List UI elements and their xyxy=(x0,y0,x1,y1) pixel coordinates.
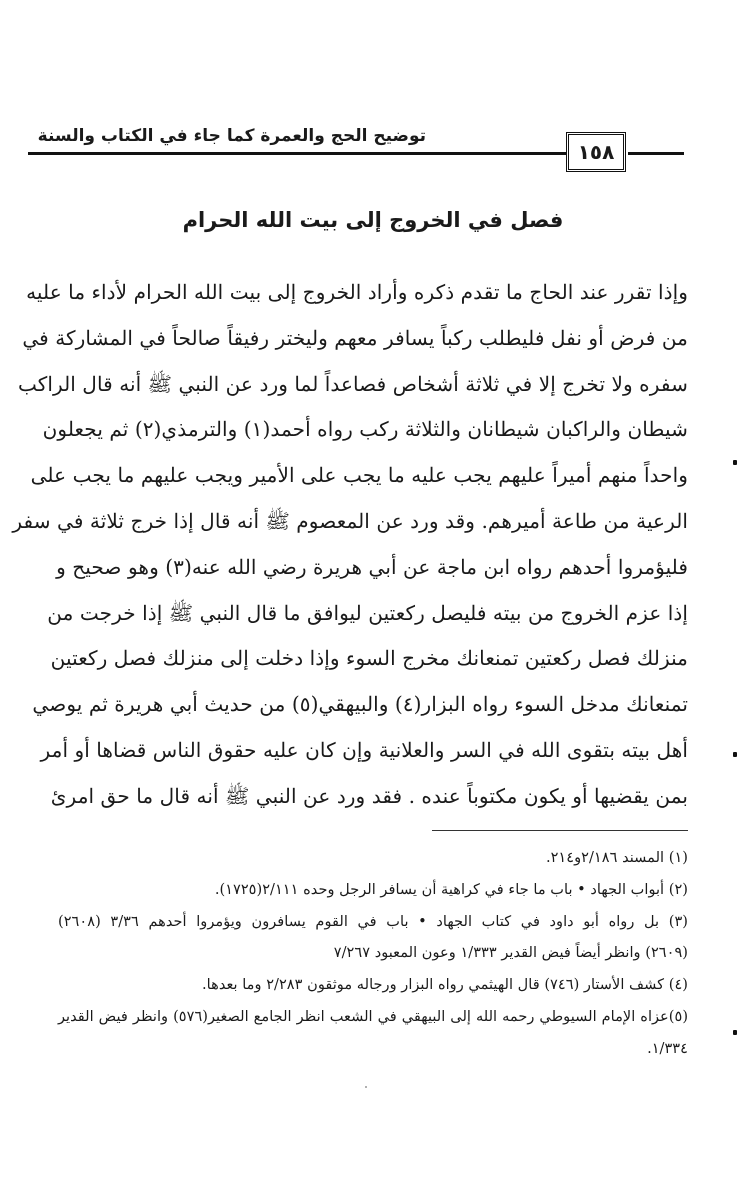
footnote: (١) المسند ٢/١٨٦و٢١٤. xyxy=(545,849,688,866)
body-line: إذا عزم الخروج من بيته فليصل ركعتين ليوافق ما قال النبي ﷺ إذا خرجت من xyxy=(47,600,688,625)
body-line: الرعية من طاعة أميرهم. وقد ورد عن المعصوم ﷺ أنه قال إذا خرج ثلاثة في سفر xyxy=(12,508,688,533)
footnote: (٥)عزاه الإمام السيوطي رحمه الله إلى البيهقي في الشعب انظر الجامع الصغير(٥٧٦) وانظر فيض القدير xyxy=(58,1007,689,1025)
running-title: توضيح الحج والعمرة كما جاء في الكتاب والسنة xyxy=(37,126,426,146)
body-line: فليؤمروا أحدهم رواه ابن ماجة عن أبي هريرة رضي الله عنه(٣) وهو صحيح و xyxy=(56,554,688,579)
footnote: (٣) بل رواه أبو داود في كتاب الجهاد • باب في القوم يسافرون ويؤمروا أحدهم ٣/٣٦ (٢٦٠٨) xyxy=(58,912,688,930)
footnote-separator xyxy=(432,830,688,831)
body-line: بمن يقضيها أو يكون مكتوباً عنده . فقد ورد عن النبي ﷺ أنه قال ما حق امرئ xyxy=(50,783,688,808)
body-line: وإذا تقرر عند الحاج ما تقدم ذكره وأراد الخروج إلى بيت الله الحرام لأداء ما عليه xyxy=(26,280,688,304)
header-rule xyxy=(28,152,566,155)
footnotes xyxy=(58,842,688,1065)
margin-mark xyxy=(733,1030,737,1035)
body-line: من فرض أو نفل فليطلب ركباً يسافر معهم وليختر رفيقاً صالحاً في المشاركة في xyxy=(22,325,688,350)
body-line: تمنعانك مدخل السوء رواه البزار(٤) والبيهقي(٥) من حديث أبي هريرة ثم يوصي xyxy=(32,692,688,717)
body-text xyxy=(12,270,688,820)
section-title: فصل في الخروج إلى بيت الله الحرام xyxy=(182,208,564,232)
body-line: منزلك فصل ركعتين تمنعانك مخرج السوء وإذا دخلت إلى منزلك فصل ركعتين xyxy=(50,646,688,671)
body-line: شيطان والراكبان شيطانان والثلاثة ركب رواه أحمد(١) والترمذي(٢) ثم يجعلون xyxy=(42,417,688,442)
footnote: (٤) كشف الأستار (٧٤٦) قال الهيثمي رواه البزار ورجاله موثقون ٢/٢٨٣ وما بعدها. xyxy=(202,976,688,994)
body-line: واحداً منهم أميراً عليهم يجب عليه ما يجب على الأمير ويجب عليهم ما يجب على xyxy=(30,463,688,488)
body-line: سفره ولا تخرج إلا في ثلاثة أشخاص فصاعداً لما ورد عن النبي ﷺ أنه قال الراكب xyxy=(17,371,688,396)
margin-mark xyxy=(733,752,737,757)
footnote: (٢) أبواب الجهاد • باب ما جاء في كراهية أن يسافر الرجل وحده ٢/١١١(١٧٢٥). xyxy=(214,880,688,898)
footnote-continuation: ١/٣٣٤. xyxy=(647,1039,688,1057)
header-rule-short xyxy=(628,152,684,155)
page-number: ١٥٨ xyxy=(566,132,626,172)
margin-mark xyxy=(733,460,737,465)
scan-speck xyxy=(365,1086,367,1088)
body-line: أهل بيته بتقوى الله في السر والعلانية وإن كان عليه حقوق الناس قضاها أو أمر xyxy=(40,737,688,762)
footnote-continuation: (٢٦٠٩) وانظر أيضاً فيض القدير ١/٣٣٣ وعون المعبود ٧/٢٦٧ xyxy=(333,944,688,962)
